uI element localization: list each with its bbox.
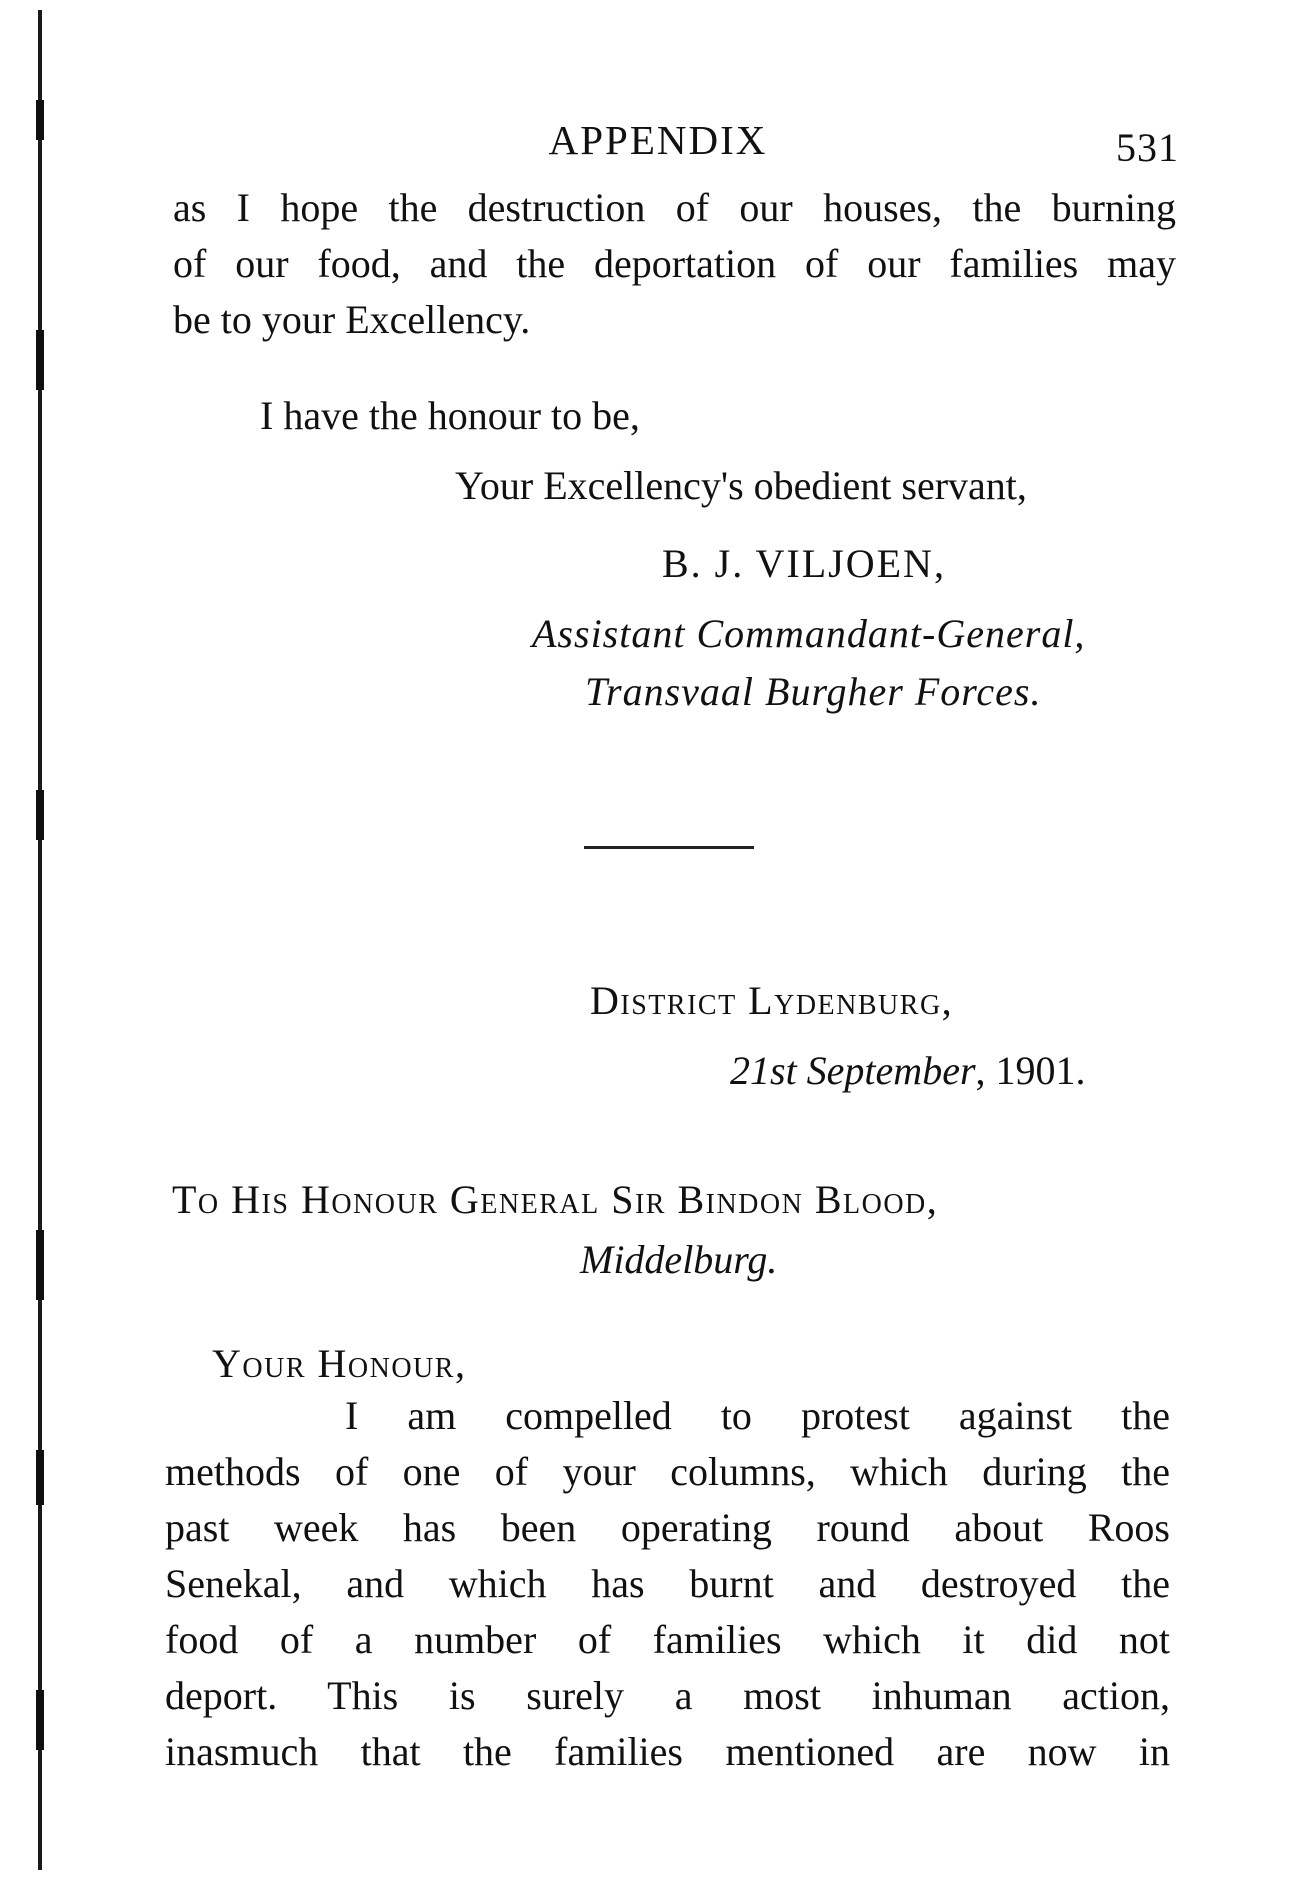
salutation: Your Honour, (212, 1341, 467, 1386)
running-header: APPENDIX (548, 117, 768, 163)
signature-title-2: Transvaal Burgher Forces. (585, 669, 1042, 714)
letter2-body (165, 1388, 1170, 1780)
signature-name: B. J. VILJOEN, (662, 541, 946, 586)
sign-off-line-2: Your Excellency's obedient servant, (455, 463, 1027, 508)
text-line: past week has been operating round about Roos (165, 1505, 1170, 1550)
sign-off-line-1: I have the honour to be, (260, 393, 640, 438)
text-line: methods of one of your columns, which during the (165, 1449, 1170, 1494)
text-line: food of a number of families which it did not (165, 1617, 1170, 1662)
text-line: of our food, and the deportation of our families may (173, 241, 1176, 286)
addressee-location: Middelburg. (580, 1237, 778, 1282)
date-year: , 1901. (975, 1048, 1086, 1093)
letter2-date (730, 1047, 1086, 1095)
text-line: be to your Excellency. (173, 297, 531, 342)
text-line: inasmuch that the families mentioned are now in (165, 1729, 1170, 1774)
section-divider (584, 846, 754, 849)
signature-title-1: Assistant Commandant-General, (532, 611, 1086, 656)
addressee: To His Honour General Sir Bindon Blood, (172, 1177, 939, 1222)
text-line: Senekal, and which has burnt and destroyed the (165, 1561, 1170, 1606)
text-line: deport. This is surely a most inhuman action, (165, 1673, 1170, 1718)
binding-edge (36, 10, 44, 1870)
page-number: 531 (1116, 125, 1179, 170)
text-line: I am compelled to protest against the (345, 1393, 1170, 1438)
letter1-closing-paragraph (173, 180, 1176, 348)
text-line: as I hope the destruction of our houses, the burning (173, 185, 1176, 230)
letter2-place: District Lydenburg, (590, 978, 954, 1023)
date-day: 21st September (730, 1048, 976, 1093)
